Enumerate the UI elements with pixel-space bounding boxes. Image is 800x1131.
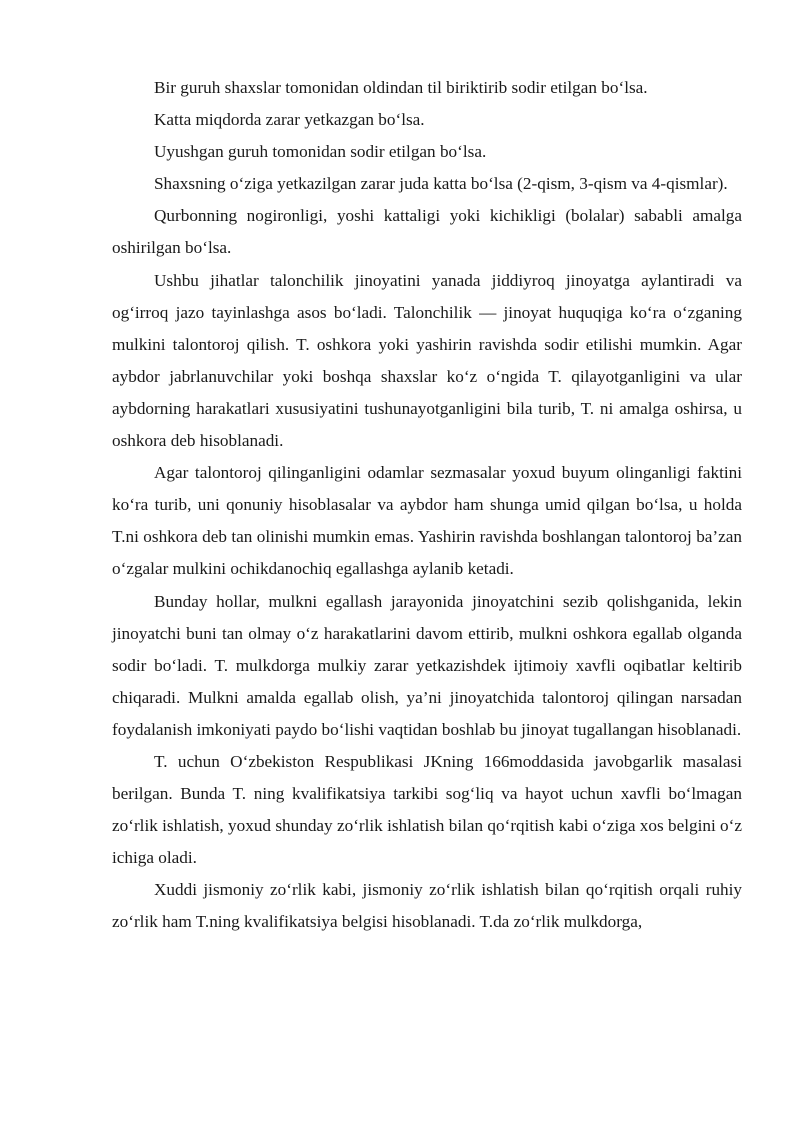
paragraph-1: Bir guruh shaxslar tomonidan oldindan til biriktirib sodir etilgan bo‘lsa. — [154, 78, 648, 97]
paragraph-4: Shaxsning o‘ziga yetkazilgan zarar juda katta bo‘lsa (2-qism, 3-qism va 4-qismlar). — [154, 174, 728, 194]
paragraph-5: Qurbonning nogironligi, yoshi kattaligi yoki kichikligi (bolalar) sababli amalga oshirilgan bo‘lsa. — [112, 206, 742, 258]
paragraph-6: Ushbu jihatlar talonchilik jinoyatini yanada jiddiyroq jinoyatga aylantiradi va og‘irroq jazo tayinlashga asos bo‘ladi. Talonchilik — jinoyat huquqiga ko‘ra o‘zganing mulkini talontoroj qilish. T. oshkora yoki yashirin ravishda sodir etilishi mumkin. Agar aybdor jabrlanuvchilar yoki boshqa shaxslar ko‘z o‘ngida T. qilayotganligini va ular aybdorning harakatlari xususiyatini tushunayotganligini bila turib, T. ni amalga oshirsa, u oshkora deb hisoblanadi. — [112, 270, 742, 451]
paragraph-10: Xuddi jismoniy zo‘rlik kabi, jismoniy zo‘rlik ishlatish bilan qo‘rqitish orqali ruhiy zo‘rlik ham T.ning kvalifikatsiya belgisi hisoblanadi. T.da zo‘rlik mulkdorga, — [112, 880, 742, 932]
paragraph-8: Bunday hollar, mulkni egallash jarayonida jinoyatchini sezib qolishganida, lekin jinoyatchi buni tan olmay o‘z harakatlarini davom ettirib, mulkni oshkora egallab olganda sodir bo‘ladi. T. mulkdorga mulkiy zarar yetkazishdek ijtimoiy xavfli oqibatlar keltirib chiqaradi. Mulkni amalda egallab olish, ya’ni jinoyatchida talontoroj qilingan narsadan foydalanish imkoniyati paydo bo‘lishi vaqtidan boshlab bu jinoyat tugallangan hisoblanadi. — [112, 591, 742, 739]
paragraph-3: Uyushgan guruh tomonidan sodir etilgan bo‘lsa. — [154, 142, 487, 162]
paragraph-7: Agar talontoroj qilinganligini odamlar sezmasalar yoxud buyum olinganligi faktini ko‘ra turib, uni qonuniy hisoblasalar va aybdor ham shunga umid qilgan bo‘lsa, u holda T.ni oshkora deb tan olinishi mumkin emas. Yashirin ravishda boshlangan talontoroj ba’zan o‘zgalar mulkini ochikdanochiq egallashga aylanib ketadi. — [112, 463, 742, 579]
document-page — [112, 72, 742, 939]
paragraph-2: Katta miqdorda zarar yetkazgan bo‘lsa. — [154, 110, 425, 130]
paragraph-9: T. uchun O‘zbekiston Respublikasi JKning 166moddasida javobgarlik masalasi berilgan. Bunda T. ning kvalifikatsiya tarkibi sog‘liq va hayot uchun xavfli bo‘lmagan zo‘rlik ishlatish, yoxud shunday zo‘rlik ishlatish bilan qo‘rqitish kabi o‘ziga xos belgini o‘z ichiga oladi. — [112, 751, 742, 868]
